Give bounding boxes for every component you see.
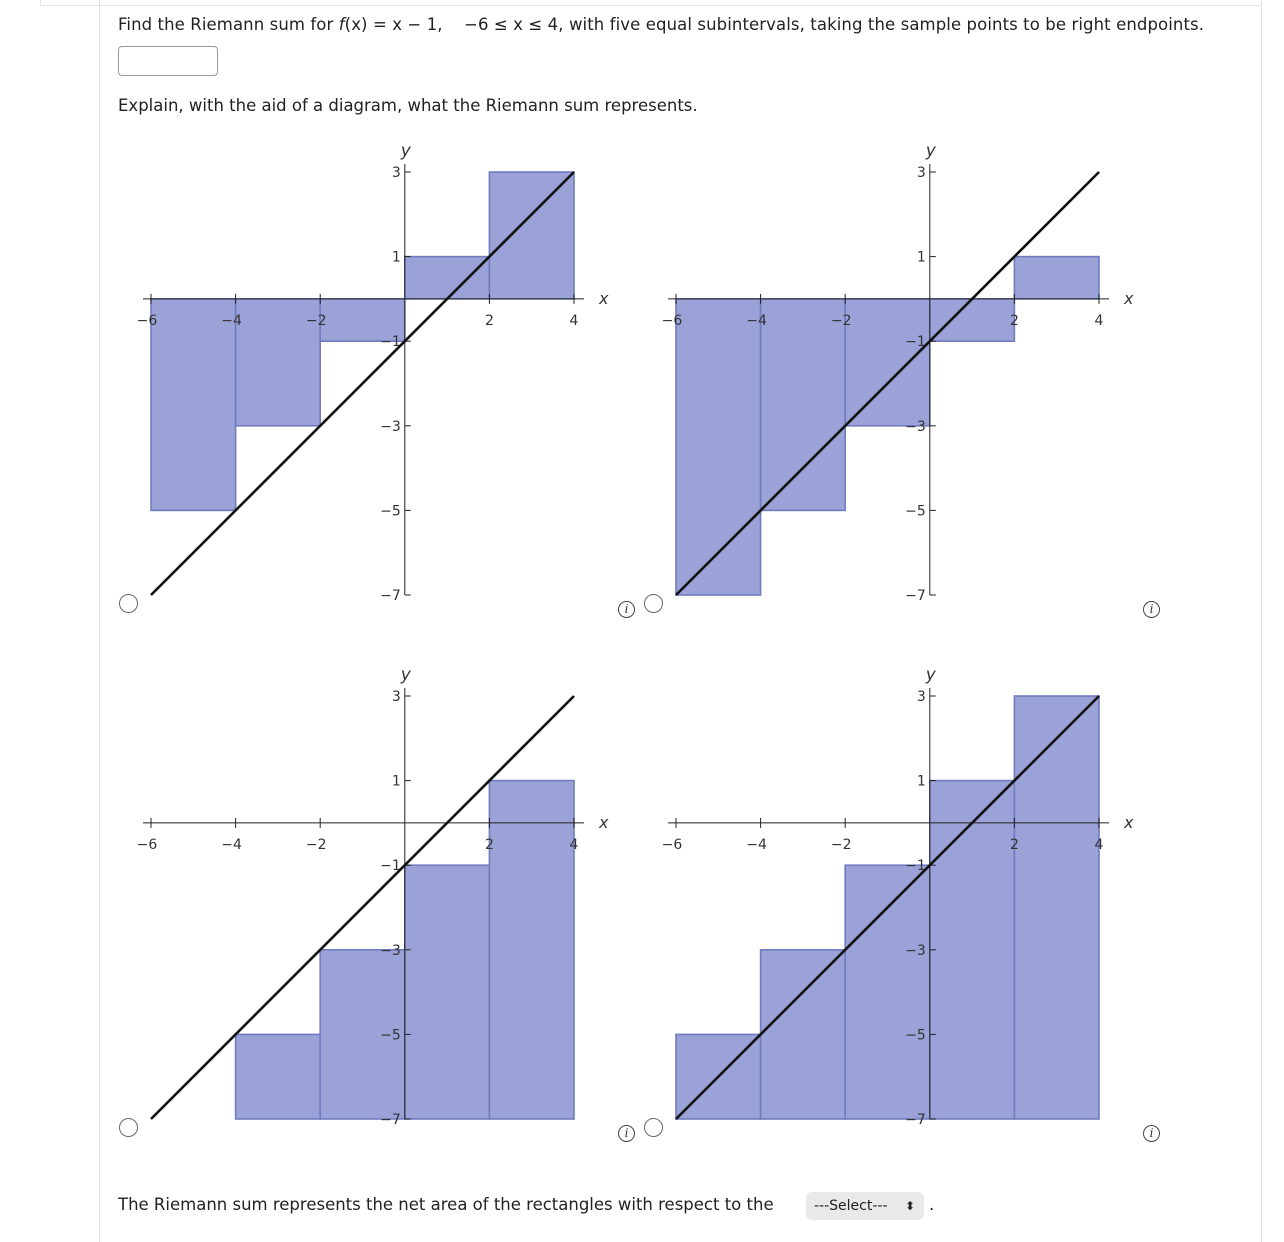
y-tick-label: −1: [380, 858, 401, 875]
riemann-sum-answer-input[interactable]: [118, 46, 218, 76]
x-tick-label: 2: [1009, 312, 1019, 329]
y-tick-label: −5: [905, 1027, 926, 1044]
graph-option-a: [135, 130, 620, 615]
x-tick-label: 4: [569, 836, 579, 853]
riemann-rect-4: [930, 781, 1015, 1119]
y-axis-label: y: [925, 141, 936, 161]
x-tick-label: −2: [830, 312, 852, 329]
riemann-rect-5: [1014, 696, 1099, 1119]
y-tick-label: −3: [905, 418, 926, 435]
x-tick-label: −2: [305, 836, 327, 853]
y-tick-label: −1: [905, 858, 926, 875]
x-tick-label: −2: [305, 312, 327, 329]
graph-option-b: [660, 130, 1145, 615]
x-tick-label: −6: [136, 312, 158, 329]
y-tick-label: −3: [380, 942, 401, 959]
riemann-rect-1: [151, 299, 236, 511]
y-tick-label: −1: [905, 334, 926, 351]
explain-prompt: Explain, with the aid of a diagram, what the Riemann sum represents.: [118, 96, 698, 115]
x-tick-label: −4: [221, 836, 242, 853]
domain-expression: −6 ≤ x ≤ 4,: [464, 15, 564, 34]
option-b-radio[interactable]: [644, 594, 663, 613]
y-axis-label: y: [925, 665, 936, 685]
x-tick-label: 4: [1094, 312, 1104, 329]
y-tick-label: −1: [380, 334, 401, 351]
x-tick-label: −6: [136, 836, 158, 853]
y-tick-label: −5: [905, 503, 926, 520]
y-axis-label: y: [400, 665, 411, 685]
question-suffix: with five equal subintervals, taking the sample points to be right endpoints.: [568, 15, 1205, 34]
x-tick-label: 2: [484, 836, 494, 853]
y-tick-label: −3: [380, 418, 401, 435]
option-d-info-icon[interactable]: i: [1143, 1125, 1160, 1142]
x-tick-label: 2: [1009, 836, 1019, 853]
y-tick-label: 1: [916, 773, 926, 790]
riemann-rect-3: [845, 865, 930, 1119]
riemann-rect-1: [236, 1034, 321, 1119]
y-tick-label: 1: [391, 773, 401, 790]
option-c-radio[interactable]: [119, 1118, 138, 1137]
axis-select-dropdown[interactable]: [806, 1192, 924, 1220]
riemann-rect-4: [489, 781, 574, 1119]
y-tick-label: 3: [391, 689, 401, 705]
x-tick-label: −4: [746, 836, 767, 853]
riemann-rect-4: [930, 299, 1015, 341]
y-tick-label: 3: [916, 165, 926, 181]
y-tick-label: −7: [380, 1112, 401, 1128]
graph-option-d: [660, 654, 1145, 1139]
function-name: f: [338, 15, 345, 34]
x-tick-label: 4: [1094, 836, 1104, 853]
option-a-info-icon[interactable]: i: [618, 601, 635, 618]
x-axis-label: x: [1124, 812, 1134, 832]
x-tick-label: −4: [746, 312, 767, 329]
chevron-updown-icon: ⬍: [904, 1199, 915, 1213]
x-tick-label: −6: [661, 312, 683, 329]
riemann-rect-2: [761, 950, 846, 1119]
option-c-info-icon[interactable]: i: [618, 1125, 635, 1142]
x-tick-label: −6: [661, 836, 683, 853]
y-tick-label: −3: [905, 942, 926, 959]
y-tick-label: 1: [391, 249, 401, 266]
y-tick-label: −5: [380, 1027, 401, 1044]
question-text: [118, 15, 1204, 34]
x-axis-label: x: [599, 288, 609, 308]
x-tick-label: −4: [221, 312, 242, 329]
riemann-rect-4: [405, 257, 490, 299]
function-expression: (x) = x − 1,: [344, 15, 443, 34]
riemann-rect-1: [676, 299, 761, 595]
y-tick-label: −5: [380, 503, 401, 520]
select-value: ---Select---: [814, 1198, 888, 1214]
y-tick-label: −7: [905, 588, 926, 604]
option-b-info-icon[interactable]: i: [1143, 601, 1160, 618]
conclusion-text: The Riemann sum represents the net area of the rectangles with respect to the: [118, 1195, 774, 1214]
option-a-radio[interactable]: [119, 594, 138, 613]
y-axis-label: y: [400, 141, 411, 161]
y-tick-label: 3: [391, 165, 401, 181]
x-axis-label: x: [599, 812, 609, 832]
x-tick-label: 2: [484, 312, 494, 329]
graph-option-c: [135, 654, 620, 1139]
y-tick-label: −7: [380, 588, 401, 604]
riemann-rect-2: [761, 299, 846, 511]
y-tick-label: −7: [905, 1112, 926, 1128]
question-prefix: Find the Riemann sum for: [118, 15, 339, 34]
option-d-radio[interactable]: [644, 1118, 663, 1137]
riemann-rect-3: [845, 299, 930, 426]
y-tick-label: 3: [916, 689, 926, 705]
x-tick-label: 4: [569, 312, 579, 329]
y-tick-label: 1: [916, 249, 926, 266]
riemann-rect-3: [405, 865, 490, 1119]
riemann-rect-5: [489, 172, 574, 299]
x-axis-label: x: [1124, 288, 1134, 308]
conclusion-period: .: [929, 1195, 935, 1214]
x-tick-label: −2: [830, 836, 852, 853]
riemann-rect-5: [1014, 257, 1099, 299]
